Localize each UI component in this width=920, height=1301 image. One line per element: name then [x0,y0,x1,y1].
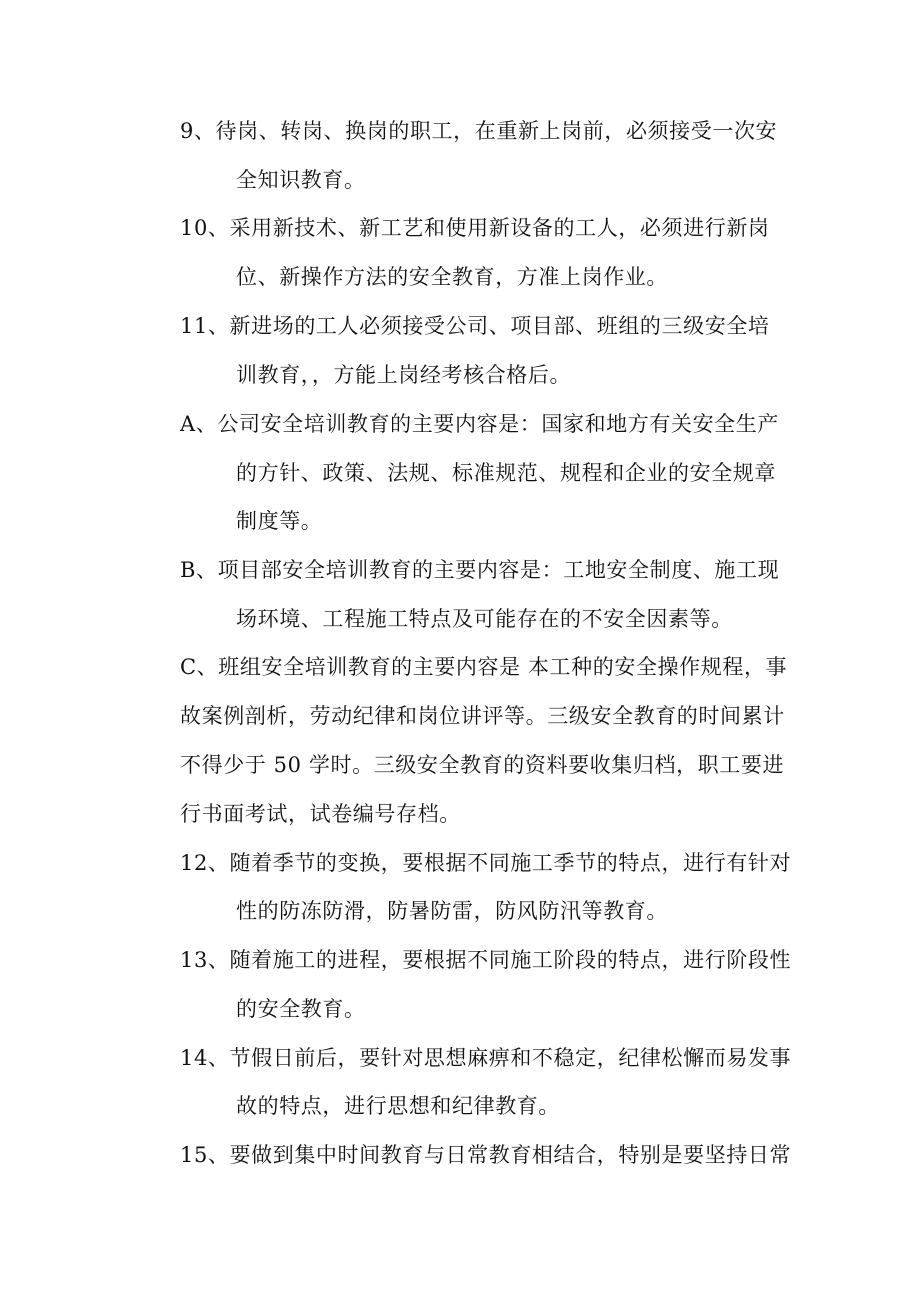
item-14-line-1: 14、节假日前后，要针对思想麻痹和不稳定，纪律松懈而易发事 [180,1046,792,1070]
item-15-line-1: 15、要做到集中时间教育与日常教育相结合，特别是要坚持日常 [180,1143,792,1167]
item-c-line-2: 故案例剖析，劳动纪律和岗位讲评等。三级安全教育的时间累计 [180,704,785,728]
item-c-line-3: 不得少于 50 学时。三级安全教育的资料要收集归档，职工要进 [180,753,785,777]
item-13-line-2: 的安全教育。 [236,997,366,1021]
item-11-line-2: 训教育，，方能上岗经考核合格后。 [236,363,572,387]
item-13-line-1: 13、随着施工的进程，要根据不同施工阶段的特点，进行阶段性 [180,948,792,972]
item-10-line-1: 10、采用新技术、新工艺和使用新设备的工人，必须进行新岗 [180,216,770,240]
item-b-line-2: 场环境、工程施工特点及可能存在的不安全因素等。 [236,607,733,631]
item-11-line-1: 11、新进场的工人必须接受公司、项目部、班组的三级安全培 [180,314,770,338]
item-14-line-2: 故的特点，进行思想和纪律教育。 [236,1094,560,1118]
item-10-line-2: 位、新操作方法的安全教育，方准上岗作业。 [236,265,668,289]
item-c-line-1: C、班组安全培训教育的主要内容是 本工种的安全操作规程，事 [180,655,788,679]
item-c-line-4: 行书面考试，试卷编号存档。 [180,802,461,826]
item-12-line-1: 12、随着季节的变换，要根据不同施工季节的特点，进行有针对 [180,851,792,875]
item-a-line-3: 制度等。 [236,509,323,533]
item-a-line-1: A、公司安全培训教育的主要内容是：国家和地方有关安全生产 [180,412,779,436]
item-a-line-2: 的方针、政策、法规、标准规范、规程和企业的安全规章 [236,461,776,485]
item-9-line-1: 9、待岗、转岗、换岗的职工，在重新上岗前，必须接受一次安 [180,119,778,143]
item-9-line-2: 全知识教育。 [236,168,366,192]
item-12-line-2: 性的防冻防滑，防暑防雷，防风防汛等教育。 [236,899,668,923]
item-b-line-1: B、项目部安全培训教育的主要内容是：工地安全制度、施工现 [180,558,780,582]
